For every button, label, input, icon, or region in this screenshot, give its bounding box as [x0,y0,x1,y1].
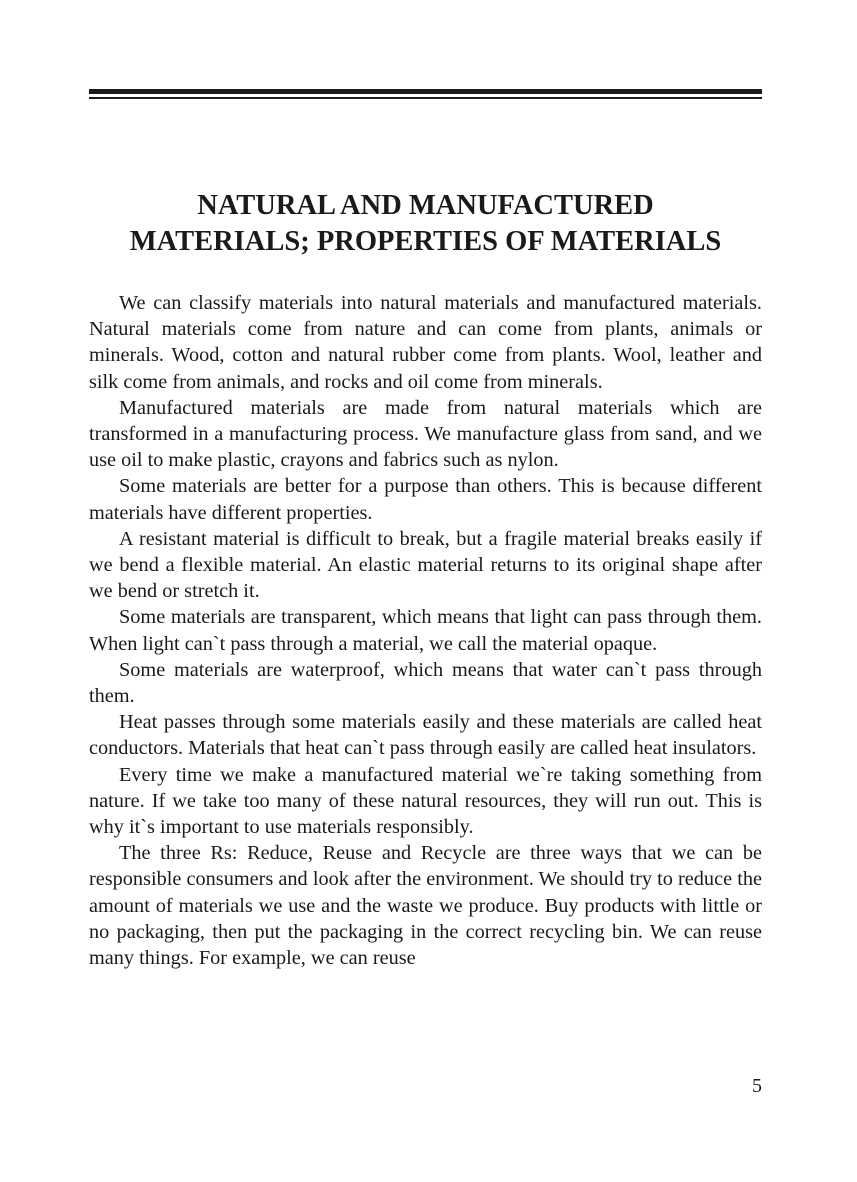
chapter-title [89,188,762,260]
paragraph-properties: Some materials are better for a purpose than others. This is because different materials have different properties. [89,475,762,524]
paragraph-heat-conductors: Heat passes through some materials easily and these materials are called heat conductors. Materials that heat can`t pass through easily are called heat insulators. [89,711,762,760]
header-rule-thick [89,89,762,94]
chapter-title-line-1: NATURAL AND MANUFACTURED [197,190,654,221]
paragraph-waterproof: Some materials are waterproof, which means that water can`t pass through them. [89,658,762,708]
paragraph-resistant-fragile: A resistant material is difficult to break, but a fragile material breaks easily if we bend a flexible material. An elastic material returns to its original shape after we bend or stretch it. [89,527,762,603]
body-text [89,290,762,971]
paragraph-natural-manufactured: We can classify materials into natural materials and manufactured materials. Natural materials come from nature and can come from plants, animals or minerals. Wood, cotton and natural rubber come from plants. Wool, leather and silk come from animals, and rocks and oil come from minerals. [89,292,762,393]
header-rule-thin [89,97,762,99]
paragraph-natural-resources: Every time we make a manufactured material we`re taking something from nature. If we take too many of these natural resources, they will run out. This is why it`s important to use materials responsibly. [89,763,762,839]
paragraph-three-rs: The three Rs: Reduce, Reuse and Recycle are three ways that we can be responsible consumers and look after the environment. We should try to reduce the amount of materials we use and the waste we produce. Buy products with little or no packaging, then put the packaging in the correct recycling bin. We can reuse many things. For example, we can reuse [89,842,762,970]
paragraph-manufactured-materials: Manufactured materials are made from natural materials which are transformed in a manufacturing process. We manufacture glass from sand, and we use oil to make plastic, crayons and fabrics such as nylon. [89,396,762,472]
page-number: 5 [752,1075,762,1097]
chapter-title-line-2: MATERIALS; PROPERTIES OF MATERIALS [129,226,722,257]
paragraph-transparent-opaque: Some materials are transparent, which means that light can pass through them. When light can`t pass through a material, we call the material opaque. [89,606,762,655]
